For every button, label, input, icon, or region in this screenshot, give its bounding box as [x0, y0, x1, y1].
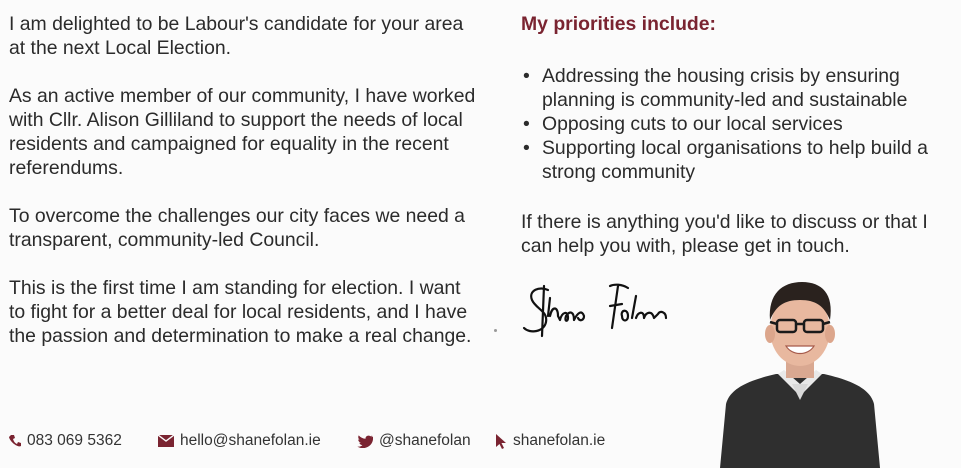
decorative-dot [494, 329, 497, 332]
closing-text: If there is anything you'd like to discuss or that I can help you with, please get in touch. [521, 211, 928, 257]
candidate-photo [720, 276, 880, 468]
phone-icon [9, 434, 21, 448]
signature [518, 276, 678, 346]
intro-paragraph-4: This is the first time I am standing for election. I want to fight for a better deal for local residents, and I have the passion and determination to make a real change. [9, 277, 472, 347]
twitter-handle: @shanefolan [379, 432, 471, 449]
priorities-column [521, 12, 961, 258]
phone-number: 083 069 5362 [27, 432, 122, 449]
envelope-icon [158, 435, 174, 447]
intro-paragraph-1: I am delighted to be Labour's candidate for your area at the next Local Election. [9, 13, 464, 59]
bullet-icon: • [523, 113, 530, 135]
bullet-icon: • [523, 65, 530, 87]
intro-paragraph-2: As an active member of our community, I have worked with Cllr. Alison Gilliland to support the needs of local residents and campaigned for equality in the recent referendums. [9, 85, 476, 179]
priority-text: Opposing cuts to our local services [542, 113, 843, 135]
intro-paragraph-3: To overcome the challenges our city faces we need a transparent, community-led Council. [9, 205, 465, 251]
priority-text: Supporting local organisations to help build a strong community [542, 137, 928, 183]
bullet-icon: • [523, 137, 530, 159]
email-address: hello@shanefolan.ie [180, 432, 321, 449]
cursor-arrow-icon [496, 434, 507, 449]
priority-item [521, 136, 961, 184]
twitter-contact[interactable] [357, 432, 471, 450]
priorities-list [521, 64, 961, 184]
priorities-heading: My priorities include: [521, 13, 717, 35]
twitter-bird-icon [357, 435, 373, 448]
intro-column [9, 12, 479, 372]
priority-item [521, 64, 961, 112]
priority-text: Addressing the housing crisis by ensuring planning is community-led and sustainable [542, 65, 908, 111]
priority-item [521, 112, 961, 136]
phone-contact[interactable] [9, 432, 122, 450]
email-contact[interactable] [158, 432, 321, 450]
website-url: shanefolan.ie [513, 432, 606, 449]
website-contact[interactable] [496, 432, 605, 450]
